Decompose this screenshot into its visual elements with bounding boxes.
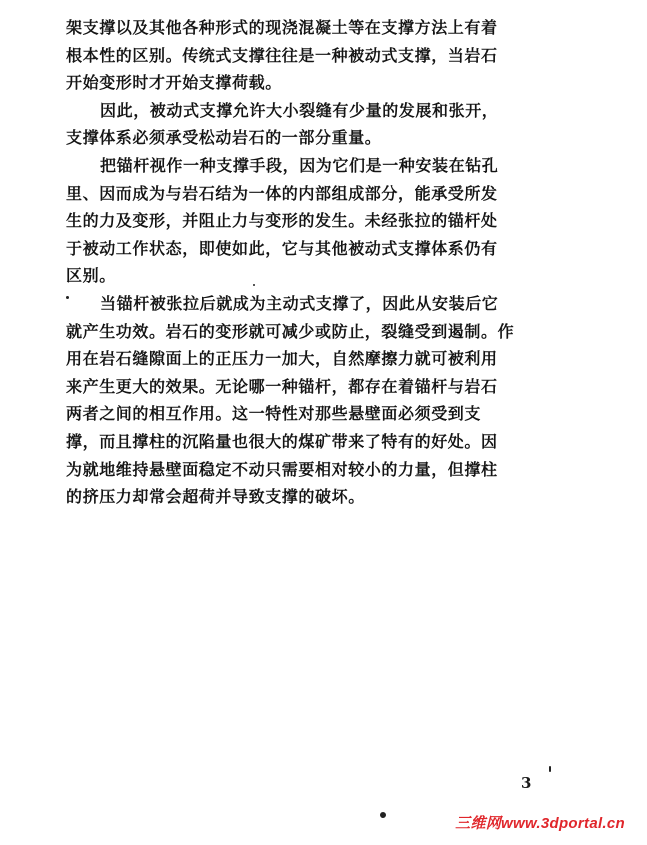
text-line: 的挤压力却常会超荷并导致支撑的破坏。 [66, 487, 365, 507]
scan-speck [549, 766, 551, 772]
text-line: 两者之间的相互作用。这一特性对那些悬壁面必须受到支 [66, 404, 482, 424]
site-watermark: 三维网www.3dportal.cn [455, 815, 625, 832]
text-line: 区别。 [66, 266, 116, 286]
text-line: 为就地维持悬壁面稳定不动只需要相对较小的力量，但撑柱 [66, 459, 498, 479]
text-line: 生的力及变形，并阻止力与变形的发生。未经张拉的锚杆处 [66, 211, 498, 231]
text-line: 撑，而且撑柱的沉陷量也很大的煤矿带来了特有的好处。因 [66, 431, 498, 451]
text-line: 开始变形时才开始支撑荷载。 [66, 73, 282, 93]
body-text [66, 14, 586, 511]
scan-speck [66, 296, 69, 299]
text-line: 用在岩石缝隙面上的正压力一加大，自然摩擦力就可被利用 [66, 349, 498, 369]
scan-speck [253, 284, 255, 286]
page-number: 3 [521, 774, 532, 792]
text-line: 来产生更大的效果。无论哪一种锚杆，都存在着锚杆与岩石 [66, 376, 498, 396]
text-line: 架支撑以及其他各种形式的现浇混凝土等在支撑方法上有着 [66, 18, 498, 37]
text-line: 根本性的区别。传统式支撑往往是一种被动式支撑，当岩石 [66, 45, 498, 65]
paragraph-start-line: 把锚杆视作一种支撑手段，因为它们是一种安装在钻孔 [100, 155, 499, 175]
paragraph-start-line: 因此，被动式支撑允许大小裂缝有少量的发展和张开， [100, 100, 499, 120]
text-line: 就产生功效。岩石的变形就可减少或防止，裂缝受到遏制。作 [66, 321, 515, 341]
text-line: 于被动工作状态，即使如此，它与其他被动式支撑体系仍有 [66, 238, 498, 258]
text-line: 支撑体系必须承受松动岩石的一部分重量。 [66, 128, 382, 148]
paragraph-start-line: 当锚杆被张拉后就成为主动式支撑了，因此从安装后它 [100, 293, 499, 313]
scan-speck [380, 812, 386, 818]
text-line: 里、因而成为与岩石结为一体的内部组成部分，能承受所发 [66, 183, 498, 203]
